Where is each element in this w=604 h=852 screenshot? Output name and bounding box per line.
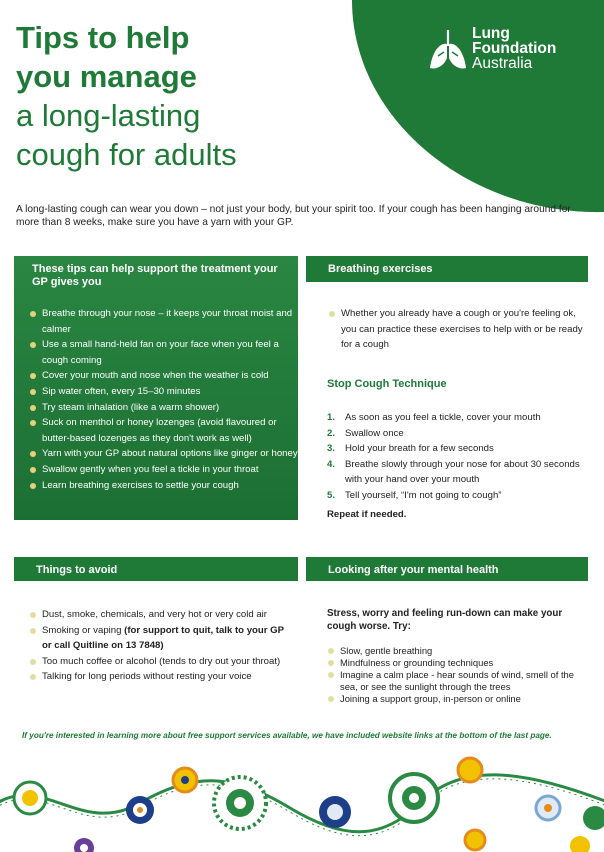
step-text: Tell yourself, “I'm not going to cough” — [345, 489, 502, 501]
avoid-heading: Things to avoid — [36, 564, 118, 576]
breathing-intro-list — [327, 306, 585, 353]
logo-line-2: Foundation — [472, 40, 557, 57]
tips-panel — [14, 256, 298, 520]
mental-lead: Stress, worry and feeling run-down can make your cough worse. Try: — [327, 608, 563, 632]
tips-list — [28, 306, 298, 493]
list-item: Learn breathing exercises to settle your cough — [28, 478, 298, 494]
logo-line-1: Lung — [472, 25, 510, 42]
list-item: Cover your mouth and nose when the weather is cold — [28, 368, 298, 384]
step-item — [327, 410, 582, 426]
breathing-heading-bar — [306, 256, 588, 282]
list-item — [28, 623, 290, 654]
list-item: Swallow gently when you feel a tickle in your throat — [28, 462, 298, 478]
quitline-note: (for support to quit, talk to your GP or call Quitline on 13 7848) — [42, 624, 284, 652]
list-item: Too much coffee or alcohol (tends to dry out your throat) — [28, 654, 290, 670]
title-line-3: a long-lasting — [16, 98, 201, 133]
list-item: Try steam inhalation (like a warm shower) — [28, 400, 298, 416]
step-item — [327, 441, 582, 457]
step-number: 3. — [327, 443, 336, 455]
list-item: Joining a support group, in-person or online — [326, 693, 588, 705]
avoid-list — [28, 607, 290, 685]
list-item: Breathe through your nose – it keeps your throat moist and calmer — [28, 306, 298, 337]
intro-paragraph: A long-lasting cough can wear you down – not just your body, but your spirit too. If your cough has been hanging around for more than 8 weeks, make sure you have a yarn with your GP. — [16, 204, 571, 228]
avoid-item-text: Smoking or vaping — [42, 624, 125, 636]
logo-wordmark — [472, 26, 556, 71]
step-item — [327, 426, 582, 442]
list-item: Imagine a calm place - hear sounds of wind, smell of the sea, or see the sunlight through the trees — [326, 669, 588, 693]
technique-title: Stop Cough Technique — [327, 378, 447, 390]
list-item: Suck on menthol or honey lozenges (avoid flavoured or butter-based lozenges as they don't work as well) — [28, 415, 298, 446]
list-item: Use a small hand-held fan on your face when you feel a cough coming — [28, 337, 298, 368]
mental-heading: Looking after your mental health — [328, 564, 499, 576]
repeat-note: Repeat if needed. — [327, 509, 407, 520]
list-item: Dust, smoke, chemicals, and very hot or very cold air — [28, 607, 290, 623]
list-item: Talking for long periods without resting your voice — [28, 669, 290, 685]
list-item: Whether you already have a cough or you're feeling ok, you can practice these exercises to help with or be ready for a cough — [327, 306, 585, 353]
title-line-1: Tips to help — [16, 20, 190, 55]
breathing-heading: Breathing exercises — [328, 263, 433, 275]
step-text: Swallow once — [345, 427, 404, 439]
technique-steps — [327, 410, 582, 504]
list-item: Yarn with your GP about natural options like ginger or honey — [28, 446, 298, 462]
step-text: As soon as you feel a tickle, cover your mouth — [345, 412, 541, 423]
tips-heading: These tips can help support the treatment your GP gives you — [32, 263, 278, 288]
step-number: 2. — [327, 427, 336, 439]
avoid-heading-bar — [14, 557, 298, 581]
step-text: Breathe slowly through your nose for about 30 seconds with your hand over your mouth — [345, 458, 580, 486]
step-item — [327, 488, 582, 504]
step-text: Hold your breath for a few seconds — [345, 443, 494, 455]
dot-art-decoration — [0, 748, 604, 852]
page-title — [16, 18, 237, 174]
list-item: Slow, gentle breathing — [326, 645, 588, 657]
logo-line-3: Australia — [472, 55, 533, 72]
step-item — [327, 457, 582, 488]
title-line-4: cough for adults — [16, 137, 237, 172]
footer-note: If you're interested in learning more about free support services available, we have included website links at the bottom of the last page. — [22, 731, 552, 740]
step-number: 5. — [327, 489, 336, 501]
list-item: Mindfulness or grounding techniques — [326, 657, 588, 669]
mental-list — [326, 645, 588, 705]
mental-heading-bar — [306, 557, 588, 581]
title-line-2: you manage — [16, 59, 197, 94]
step-number: 1. — [327, 412, 336, 423]
step-number: 4. — [327, 458, 336, 470]
circle-motif — [14, 758, 604, 852]
list-item: Sip water often, every 15–30 minutes — [28, 384, 298, 400]
